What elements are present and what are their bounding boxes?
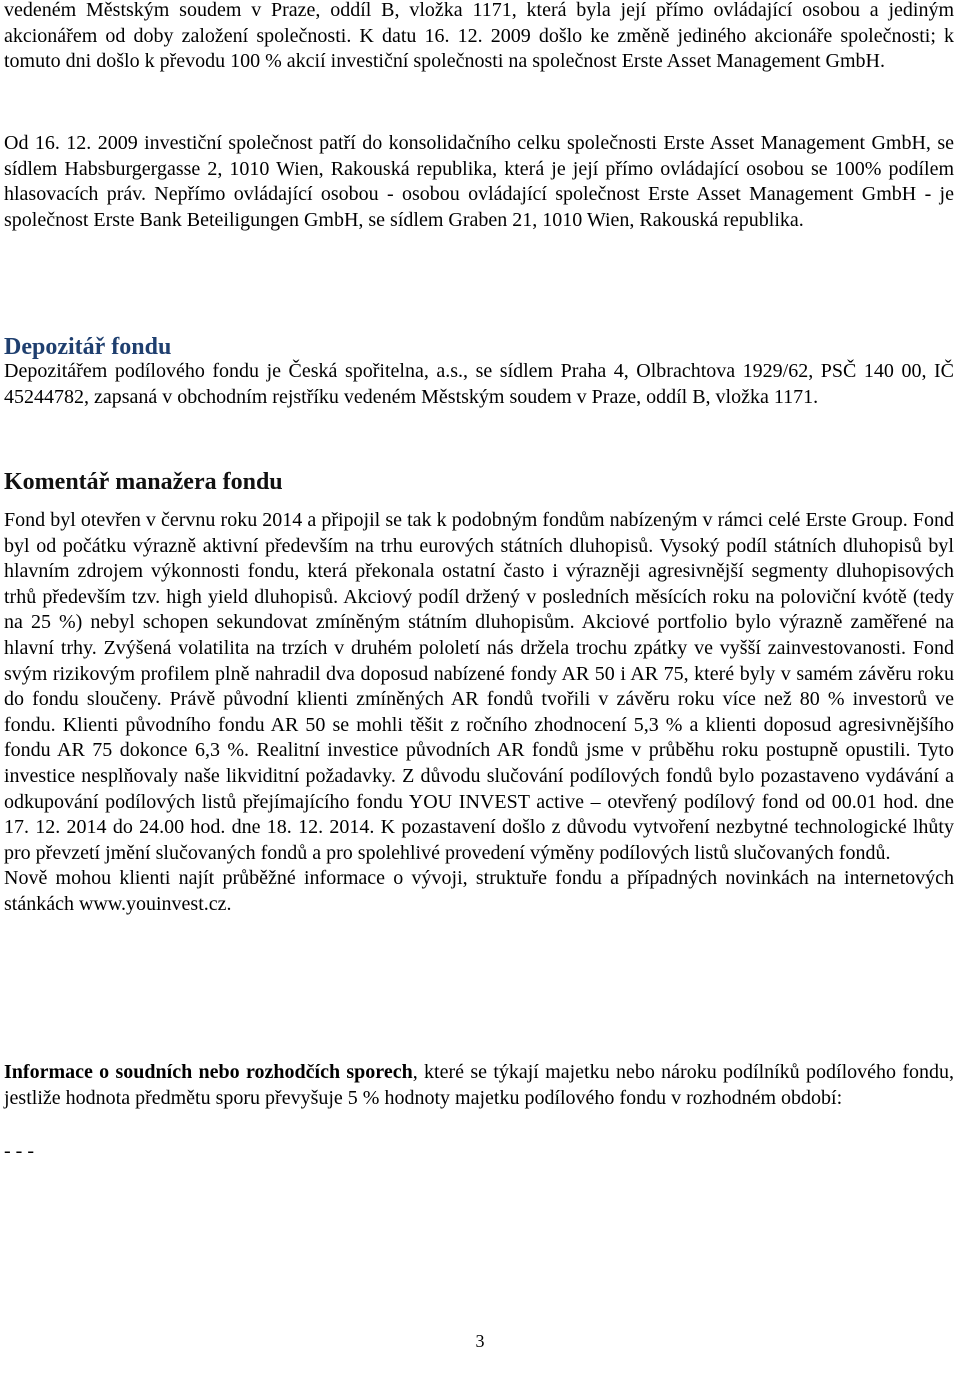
- disputes-value: - - -: [4, 1140, 34, 1162]
- disputes-text: , které se týkají majetku nebo nároku podílníků podílového fondu, jestliže hodnota předmětu sporu převyšuje 5 % hodnoty majetku podílového fondu v rozhodném období:: [4, 1061, 954, 1109]
- disputes-paragraph: [4, 1060, 954, 1111]
- manager-comment-body: [4, 508, 954, 918]
- manager-comment-heading: Komentář manažera fondu: [4, 469, 283, 495]
- owner-paragraph-1: vedeném Městským soudem v Praze, oddíl B, vložka 1171, která byla její přímo ovládající osobou a jediným akcionářem od doby založení společnosti. K datu 16. 12. 2009 došlo ke změně jediného akcionáře společnosti; k tomuto dni došlo k převodu 100 % akcií investiční společnosti na společnost Erste Asset Management GmbH.: [4, 0, 954, 73]
- disputes-heading: Informace o soudních nebo rozhodčích sporech: [4, 1061, 413, 1083]
- manager-comment-text-2: Nově mohou klienti najít průběžné informace o vývoji, struktuře fondu a případných novinkách na internetových stánkách www.youinvest.cz.: [4, 867, 954, 915]
- depositary-heading: Depozitář fondu: [4, 334, 172, 360]
- depositary-text: Depozitářem podílového fondu je Česká spořitelna, a.s., se sídlem Praha 4, Olbrachtova 1929/62, PSČ 140 00, IČ 45244782, zapsaná v obchodním rejstříku vedeném Městským soudem v Praze, oddíl B, vložka 1171.: [4, 360, 954, 408]
- owner-paragraph-2: Od 16. 12. 2009 investiční společnost patří do konsolidačního celku společnosti Erste Asset Management GmbH, se sídlem Habsburgergasse 2, 1010 Wien, Rakouská republika, která je její přímo ovládající osobou se 100% podílem hlasovacích práv. Nepřímo ovládající osobou - osobou ovládající společnost Erste Asset Management GmbH - je společnost Erste Bank Beteiligungen GmbH, se sídlem Graben 21, 1010 Wien, Rakouská republika.: [4, 132, 954, 231]
- page-number: 3: [475, 1331, 485, 1351]
- manager-comment-text: Fond byl otevřen v červnu roku 2014 a připojil se tak k podobným fondům nabízeným v rámci celé Erste Group. Fond byl od počátku výrazně aktivní především na trhu eurových státních dluhopisů. Vysoký podíl státních dluhopisů byl hlavním zdrojem výkonnosti fondu, která překonala ostatní často i výrazněji agresivnější segmenty dluhopisových trhů především tzv. high yield dluhopisů. Akciový podíl držený v posledních měsících roku na poloviční kvótě (tedy na 25 %) nebyl schopen sekundovat zmíněným státním dluhopisům. Akciové portfolio bylo výrazně zaměřené na hlavní trhy. Zvýšená volatilita na trzích v druhém pololetí nás držela trochu zpátky ve vyšší zainvestovanosti. Fond svým rizikovým profilem plně nahradil dva doposud nabízené fondy AR 50 i AR 75, které byly v samém závěru roku do fondu sloučeny. Právě původní klienti zmíněných AR fondů tvořili v závěru roku více než 80 % investorů ve fondu. Klienti původního fondu AR 50 se mohli těšit z ročního zhodnocení 5,3 % a klienti doposud agresivnějšího fondu AR 75 dokonce 6,3 %. Realitní investice původních AR fondů jsme v průběhu roku postupně opustili. Tyto investice nesplňovaly naše likviditní požadavky. Z důvodu slučování podílových fondů bylo pozastaveno vydávání a odkupování podílových listů přejímajícího fondu YOU INVEST active – otevřený podílový fond od 00.01 hod. dne 17. 12. 2014 do 24.00 hod. dne 18. 12. 2014. K pozastavení došlo z důvodu vytvoření nezbytné technologické lhůty pro převzetí jmění slučovaných fondů a pro spolehlivé provedení výměny podílových listů slučovaných fondů.: [4, 509, 954, 864]
